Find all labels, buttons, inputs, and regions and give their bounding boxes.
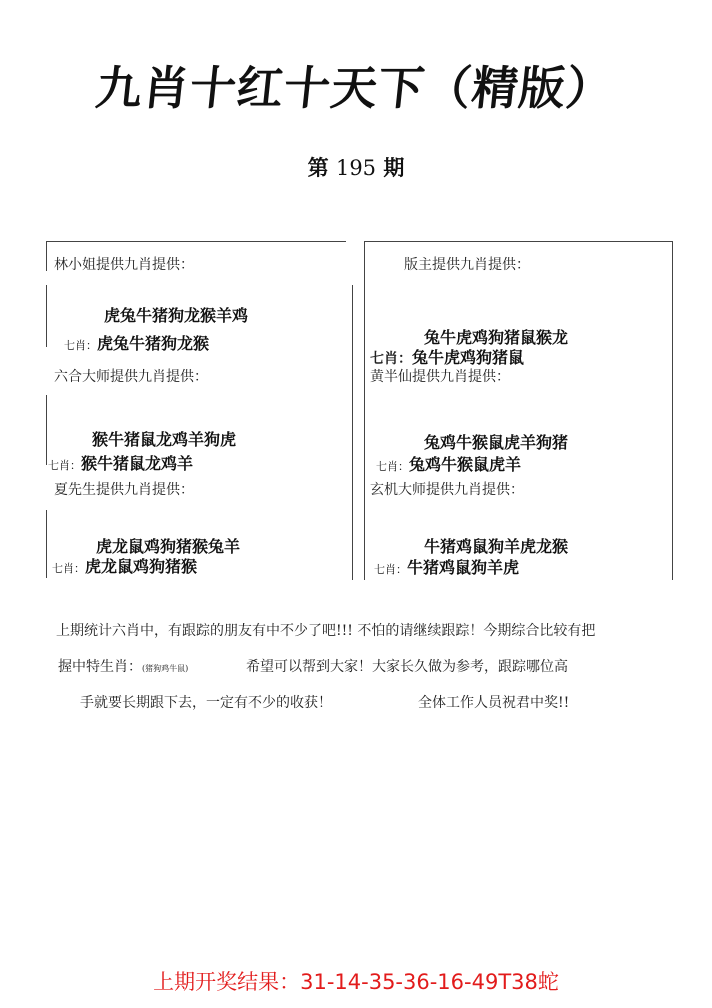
source-label: 林小姐提供九肖提供： (54, 257, 194, 273)
source-label: 黄半仙提供九肖提供： (370, 369, 510, 385)
seven-zodiac-pick: 虎兔牛猪狗龙猴 (97, 334, 210, 353)
seven-zodiac-row (370, 345, 524, 368)
seven-zodiac-row (64, 331, 209, 354)
issue-prefix: 第 (307, 155, 329, 180)
message-text: 握中特生肖： (58, 659, 142, 675)
source-label: 六合大师提供九肖提供： (54, 369, 208, 385)
nine-zodiac-pick: 虎兔牛猪狗龙猴羊鸡 (104, 306, 249, 325)
seven-label: 七肖： (64, 339, 97, 352)
seven-zodiac-row (52, 554, 197, 577)
seven-zodiac-pick: 虎龙鼠鸡狗猪猴 (85, 557, 198, 576)
source-label: 玄机大师提供九肖提供： (370, 482, 524, 498)
seven-label: 七肖： (376, 460, 409, 473)
source-label: 夏先生提供九肖提供： (54, 482, 194, 498)
last-draw-result: 上期开奖结果：31-14-35-36-16-49T38蛇 (153, 970, 559, 994)
message-line: 希望可以帮到大家！大家长久做为参考，跟踪哪位高 (246, 659, 568, 675)
nine-zodiac-pick: 虎龙鼠鸡狗猪猴兔羊 (96, 537, 241, 556)
middle-border (352, 285, 353, 580)
left-border (46, 285, 47, 347)
seven-zodiac-pick: 兔鸡牛猴鼠虎羊 (409, 455, 522, 474)
message-line: 上期统计六肖中，有跟踪的朋友有中不少了吧!!! 不怕的请继续跟踪！今期综合比较有把 (56, 623, 596, 639)
seven-zodiac-row (374, 555, 519, 578)
nine-zodiac-pick: 猴牛猪鼠龙鸡羊狗虎 (92, 430, 237, 449)
page-title: 九肖十红十天下（精版） (93, 61, 616, 115)
seven-label: 七肖： (52, 562, 85, 575)
issue-number (0, 152, 712, 182)
nine-zodiac-pick: 牛猪鸡鼠狗羊虎龙猴 (424, 537, 569, 556)
message-line: 手就要长期跟下去，一定有不少的收获！ (80, 695, 332, 711)
nine-zodiac-pick: 兔牛虎鸡狗猪鼠猴龙 (424, 328, 569, 347)
left-border (46, 241, 47, 271)
picks-note: (猪狗鸡牛鼠) (142, 664, 189, 673)
seven-zodiac-row (48, 451, 193, 474)
message-line (58, 656, 188, 676)
top-border-right (364, 241, 672, 242)
nine-zodiac-pick: 兔鸡牛猴鼠虎羊狗猪 (424, 433, 569, 452)
seven-label: 七肖： (48, 459, 81, 472)
seven-zodiac-row (376, 452, 521, 475)
source-label: 版主提供九肖提供： (404, 257, 530, 273)
seven-zodiac-pick: 猴牛猪鼠龙鸡羊 (81, 454, 194, 473)
seven-label: 七肖： (370, 351, 412, 367)
middle-border (364, 241, 365, 580)
left-border (46, 395, 47, 465)
message-line: 全体工作人员祝君中奖!! (418, 695, 570, 711)
top-border-left (46, 241, 346, 242)
seven-label: 七肖： (374, 563, 407, 576)
issue-suffix: 期 (383, 155, 405, 180)
left-border (46, 510, 47, 578)
issue-value: 195 (335, 156, 377, 180)
right-border (672, 241, 673, 580)
seven-zodiac-pick: 兔牛虎鸡狗猪鼠 (412, 348, 525, 367)
seven-zodiac-pick: 牛猪鸡鼠狗羊虎 (407, 558, 520, 577)
